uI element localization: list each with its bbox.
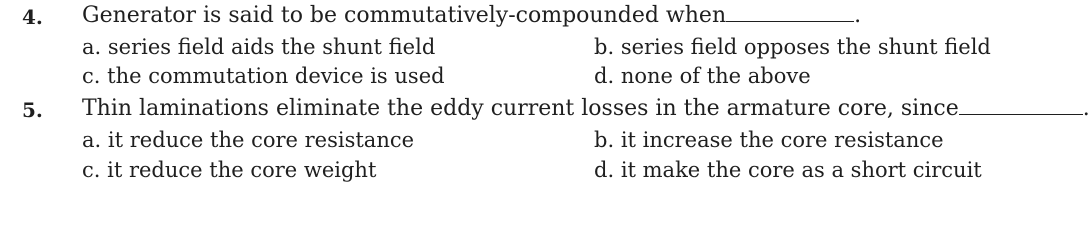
option-text: it reduce the core resistance (107, 128, 415, 152)
option-text: the commutation device is used (107, 64, 445, 88)
option-letter: a. (82, 128, 102, 152)
question-number: 4. (22, 5, 43, 29)
option-letter: d. (594, 158, 615, 182)
option-text: it increase the core resistance (620, 128, 944, 152)
option-letter: d. (594, 64, 615, 88)
answer-blank (726, 3, 854, 22)
option-b (594, 127, 944, 153)
option-letter: c. (82, 64, 101, 88)
option-letter: c. (82, 158, 101, 182)
option-text: series field aids the shunt field (107, 35, 436, 59)
option-letter: b. (594, 128, 615, 152)
question-stem (82, 96, 1090, 122)
option-text: it make the core as a short circuit (620, 158, 982, 182)
option-c (82, 157, 376, 183)
option-c (82, 63, 445, 89)
question-stem-text: Generator is said to be commutatively-compounded when (82, 3, 727, 28)
option-a (82, 127, 414, 153)
option-text: it reduce the core weight (107, 158, 377, 182)
question-stem-text: Thin laminations eliminate the eddy current losses in the armature core, since (82, 96, 959, 121)
option-text: none of the above (620, 64, 811, 88)
option-d (594, 63, 811, 89)
option-a (82, 34, 435, 60)
option-text: series field opposes the shunt field (620, 35, 991, 59)
answer-blank (959, 96, 1083, 115)
option-letter: a. (82, 35, 102, 59)
terminal-period: . (1082, 96, 1090, 121)
option-d (594, 157, 982, 183)
option-letter: b. (594, 35, 615, 59)
question-number: 5. (22, 98, 43, 122)
option-b (594, 34, 991, 60)
terminal-period: . (854, 3, 862, 28)
question-stem (82, 3, 861, 29)
